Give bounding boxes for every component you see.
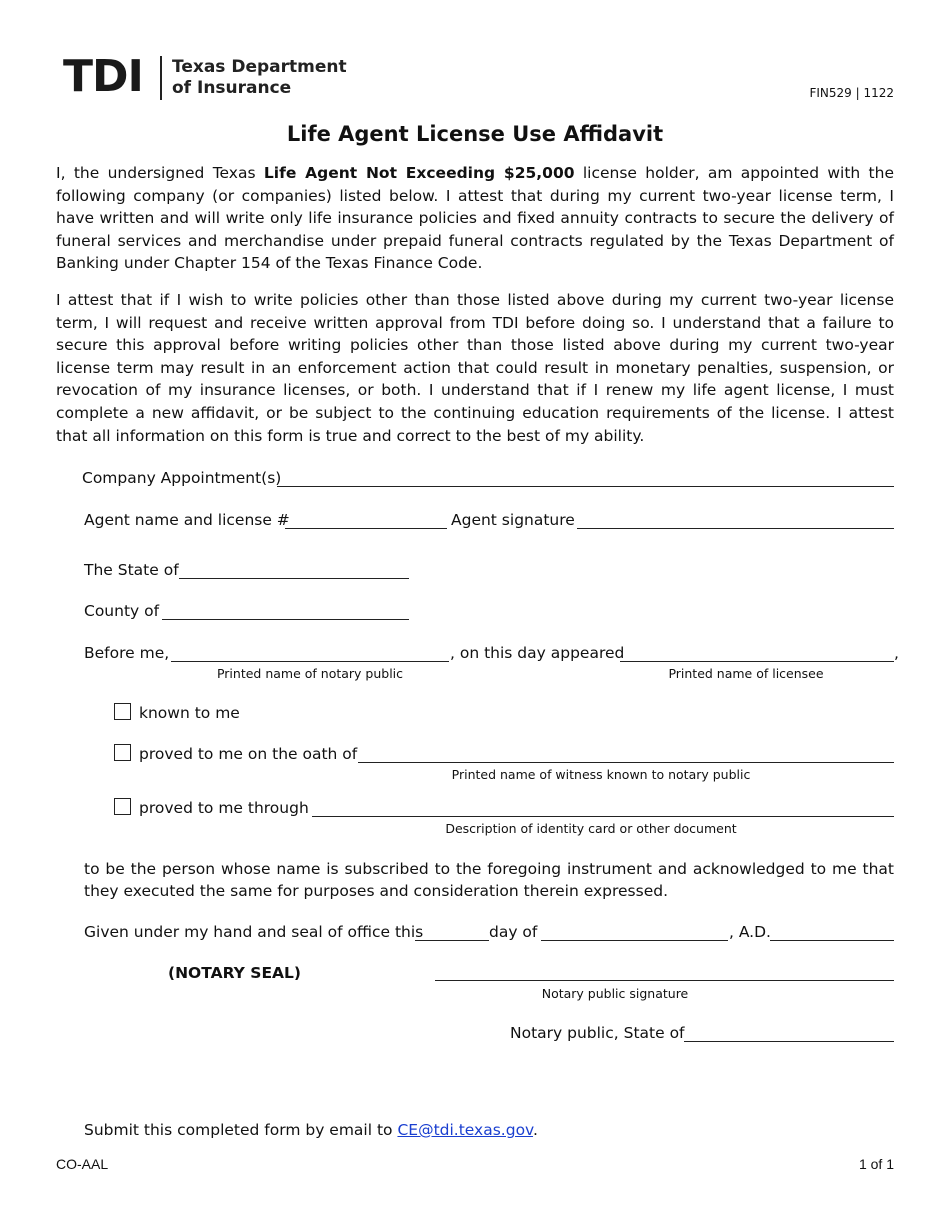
state-of-label: The State of — [84, 561, 179, 579]
intro-paragraph-2: I attest that if I wish to write policies other than those listed above during my current two-year license term, I will request and receive written approval from TDI before doing so. I understand that a failure to secure this approval before writing policies other than those listed above during my current two-year license term may result in an enforcement action that could result in monetary penalties, suspension, or revocation of my insurance licenses, or both. I understand that if I renew my life agent license, I must complete a new affidavit, or be subject to the continuing education requirements of the license. I attest that all information on this form is true and correct to the best of my ability. — [56, 291, 894, 445]
proved-oath-checkbox[interactable] — [114, 744, 131, 761]
day-of-label: day of — [489, 923, 538, 941]
form-number: FIN529 | 1122 — [809, 86, 894, 100]
p1-license-type: Life Agent Not Exceeding $25,000 — [263, 164, 575, 182]
submit-period: . — [533, 1121, 538, 1139]
witness-name-caption: Printed name of witness known to notary public — [451, 767, 751, 782]
logo-name-line2: of Insurance — [172, 78, 292, 98]
intro-paragraph-1 — [56, 162, 894, 275]
notary-signature-caption: Notary public signature — [541, 986, 689, 1001]
footer-page-number: 1 of 1 — [858, 1156, 894, 1172]
month-field[interactable] — [541, 940, 728, 941]
agent-signature-label: Agent signature — [451, 511, 575, 529]
logo-name-line1: Texas Department — [172, 57, 347, 77]
tdi-logo: TDI — [63, 51, 143, 102]
year-field[interactable] — [770, 940, 894, 941]
day-field[interactable] — [415, 940, 489, 941]
state-of-field[interactable] — [179, 578, 409, 579]
footer-form-code: CO-AAL — [56, 1156, 109, 1172]
page-title: Life Agent License Use Affidavit — [286, 122, 664, 146]
known-to-me-checkbox[interactable] — [114, 703, 131, 720]
subscribed-paragraph: to be the person whose name is subscribed to the foregoing instrument and acknowledged to me that they executed the same for purposes and consideration therein expressed. — [84, 860, 894, 900]
proved-oath-label: proved to me on the oath of — [139, 745, 358, 763]
p1-start: I, the undersigned Texas — [56, 164, 264, 182]
county-of-label: County of — [84, 602, 160, 620]
logo-agency-name — [172, 57, 347, 99]
notary-state-field[interactable] — [684, 1041, 894, 1042]
witness-name-field[interactable] — [358, 762, 894, 763]
notary-name-field[interactable] — [171, 661, 449, 662]
notary-seal-label: (NOTARY SEAL) — [168, 964, 302, 982]
proved-through-label: proved to me through — [139, 799, 309, 817]
agent-signature-field[interactable] — [577, 528, 894, 529]
ad-label: , A.D. — [729, 923, 771, 941]
trailing-comma: , — [894, 644, 899, 662]
notary-signature-field[interactable] — [435, 980, 894, 981]
notary-name-caption: Printed name of notary public — [216, 666, 404, 681]
before-me-label: Before me, — [84, 644, 170, 662]
identity-document-field[interactable] — [312, 816, 894, 817]
identity-document-caption: Description of identity card or other document — [445, 821, 737, 836]
company-appointments-label: Company Appointment(s) — [82, 469, 282, 487]
agent-name-label: Agent name and license # — [84, 511, 290, 529]
licensee-name-field[interactable] — [620, 661, 894, 662]
licensee-name-caption: Printed name of licensee — [668, 666, 824, 681]
given-under-label: Given under my hand and seal of office this — [84, 923, 424, 941]
on-this-day-label: , on this day appeared — [450, 644, 625, 662]
email-link[interactable]: CE@tdi.texas.gov — [397, 1121, 534, 1139]
known-to-me-label: known to me — [139, 704, 240, 722]
submit-instructions — [84, 1120, 538, 1140]
county-of-field[interactable] — [162, 619, 409, 620]
agent-name-field[interactable] — [285, 528, 447, 529]
submit-text: Submit this completed form by email to — [84, 1121, 398, 1139]
p1-end: license holder, am appointed with the following company (or companies) listed below. I attest that during my current two-year license term, I have written and will write only life insurance policies and fixed annuity contracts to secure the delivery of funeral services and merchandise under prepaid funeral contracts regulated by the Texas Department of Banking under Chapter 154 of the Texas Finance Code. — [56, 164, 894, 273]
proved-through-checkbox[interactable] — [114, 798, 131, 815]
company-appointments-field[interactable] — [277, 486, 894, 487]
notary-state-label: Notary public, State of — [510, 1024, 685, 1042]
logo-divider — [160, 56, 162, 100]
